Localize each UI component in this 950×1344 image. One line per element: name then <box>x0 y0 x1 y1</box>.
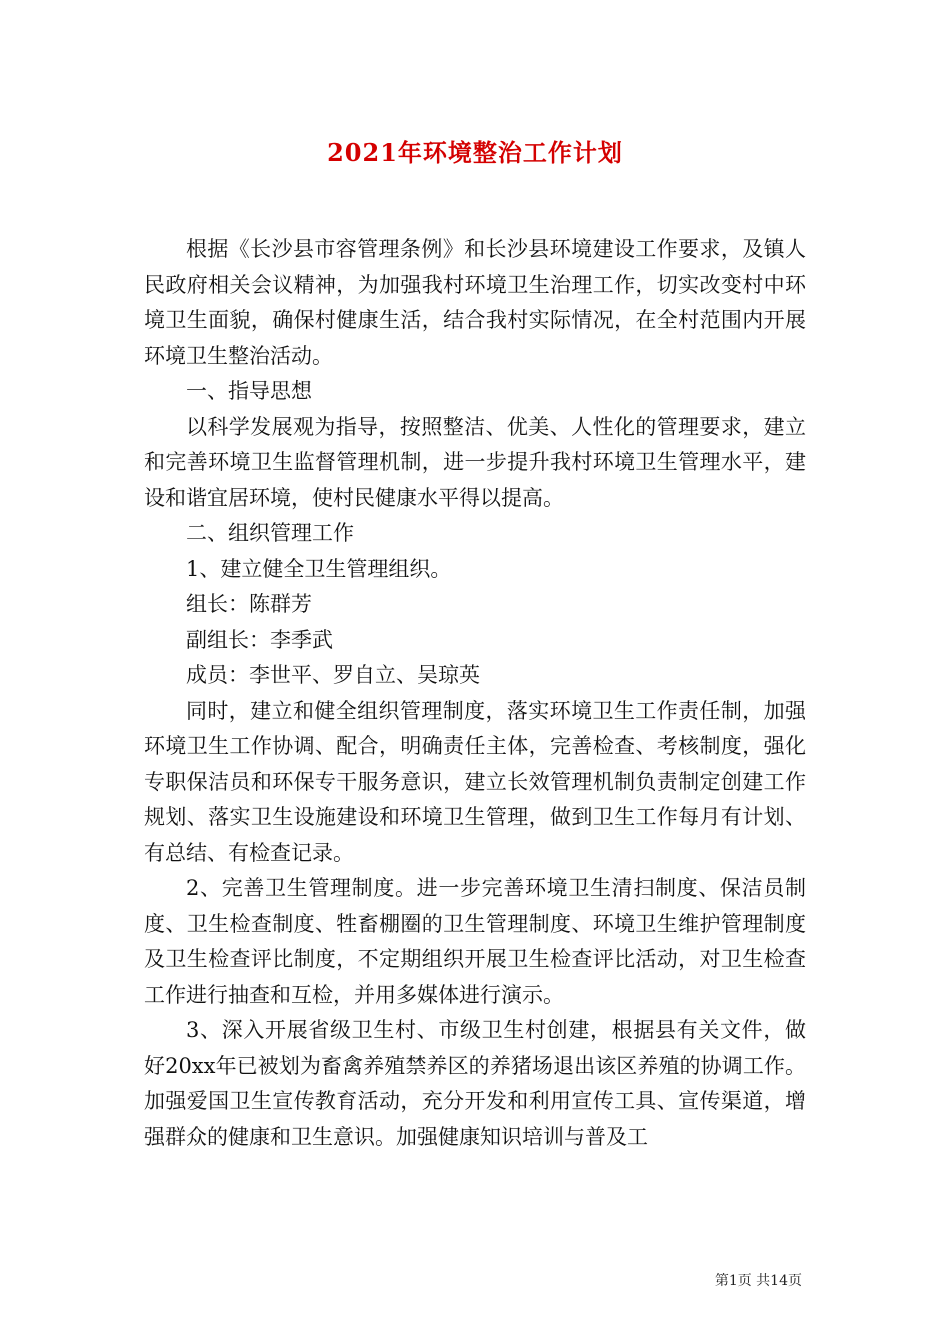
paragraph-improve-rules: 2、完善卫生管理制度。进一步完善环境卫生清扫制度、保洁员制度、卫生检查制度、牲畜棚圈的卫生管理制度、环境卫生维护管理制度及卫生检查评比制度，不定期组织开展卫生检查评比活动，对卫生检查工作进行抽查和互检，并用多媒体进行演示。 <box>144 876 806 1007</box>
item-establish-organization: 1、建立健全卫生管理组织。 <box>186 556 452 581</box>
paragraph-intro: 根据《长沙县市容管理条例》和长沙县环境建设工作要求，及镇人民政府相关会议精神，为加强我村环境卫生治理工作，切实改变村中环境卫生面貌，确保村健康生活，结合我村实际情况，在全村范围内开展环境卫生整治活动。 <box>144 237 806 368</box>
deputy-leader-line: 副组长：李季武 <box>186 627 333 652</box>
document-title: 2021年环境整治工作计划 <box>327 138 623 167</box>
paragraph-management-system: 同时，建立和健全组织管理制度，落实环境卫生工作责任制，加强环境卫生工作协调、配合，明确责任主体，完善检查、考核制度，强化专职保洁员和环保专干服务意识，建立长效管理机制负责制定创建工作规划、落实卫生设施建设和环境卫生管理，做到卫生工作每月有计划、有总结、有检查记录。 <box>144 698 806 865</box>
leader-line: 组长：陈群芳 <box>186 592 312 616</box>
members-line: 成员：李世平、罗自立、吴琼英 <box>186 663 480 687</box>
section-heading-organization: 二、组织管理工作 <box>186 521 354 545</box>
document-body <box>144 232 806 1155</box>
section-heading-guiding-ideology: 一、指导思想 <box>186 379 312 403</box>
page-number-footer: 第1页 共14页 <box>714 1273 802 1289</box>
paragraph-health-village: 3、深入开展省级卫生村、市级卫生村创建，根据县有关文件，做好20xx年已被划为畜禽养殖禁养区的养猪场退出该区养殖的协调工作。加强爱国卫生宣传教育活动，充分开发和利用宣传工具、宣传渠道，增强群众的健康和卫生意识。加强健康知识培训与普及工 <box>144 1018 806 1149</box>
paragraph-guiding-ideology: 以科学发展观为指导，按照整洁、优美、人性化的管理要求，建立和完善环境卫生监督管理机制，进一步提升我村环境卫生管理水平，建设和谐宜居环境，使村民健康水平得以提高。 <box>144 414 806 510</box>
